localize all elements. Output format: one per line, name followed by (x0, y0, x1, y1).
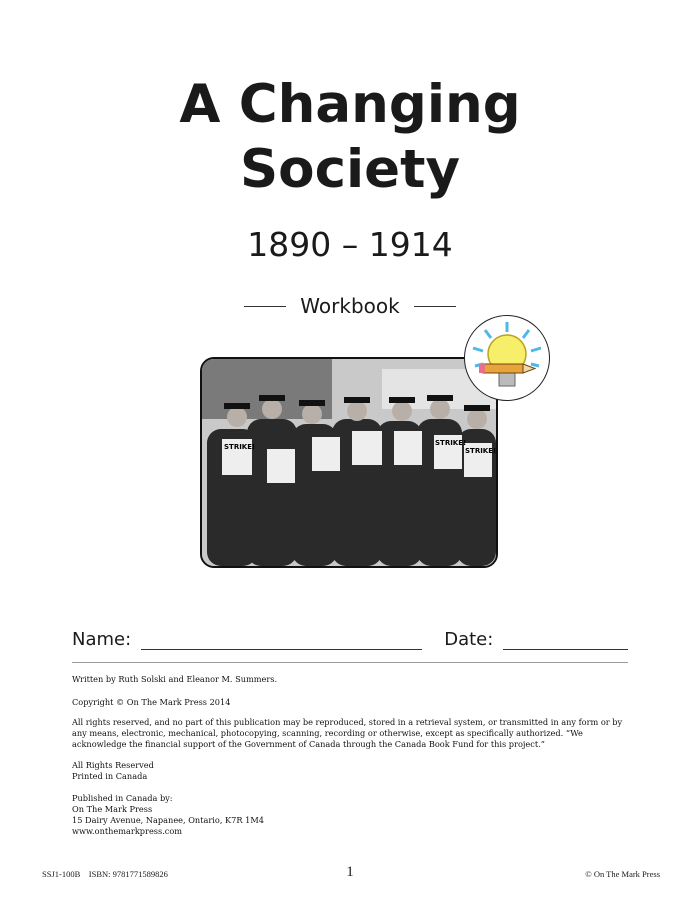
date-field[interactable] (503, 631, 628, 650)
all-rights: All Rights Reserved (72, 760, 154, 770)
subtitle-row (0, 294, 700, 318)
printed-in: Printed in Canada (72, 771, 148, 781)
publisher: On The Mark Press (72, 804, 153, 814)
lightbulb-pencil-icon (464, 315, 550, 401)
years: 1890 – 1914 (247, 225, 453, 264)
sign-text: STRIKE! (435, 439, 467, 447)
date-label: Date: (444, 629, 494, 650)
divider (414, 306, 456, 307)
divider (72, 662, 628, 663)
written-by: Written by Ruth Solski and Eleanor M. Summers. (72, 674, 278, 684)
strike-photo (200, 357, 498, 568)
address: 15 Dairy Avenue, Napanee, Ontario, K7R 1M4 (72, 815, 264, 825)
name-field[interactable] (141, 631, 422, 650)
sign-text: STRIKE! (224, 443, 256, 451)
rights-notice: All rights reserved, and no part of this publication may be reproduced, stored in a retrieval system, or transmitted in any form or by any means, electronic, mechanical, photocopying, scanning, recording or otherwise, except as specifically authorized. “We acknowledge the financial support of the Government of Canada through the Canada Book Fund for this project.” (72, 717, 623, 749)
footer-copyright: © On The Mark Press (585, 869, 660, 879)
page-number: 1 (346, 864, 354, 880)
product-code: SSJ1-100B (42, 869, 81, 879)
title-line-1: A Changing (179, 74, 521, 135)
subtitle: Workbook (300, 294, 400, 318)
name-date-row (72, 629, 628, 650)
title-line-2: Society (240, 139, 460, 200)
name-label: Name: (72, 629, 132, 650)
sign-text: STRIKE! (465, 447, 496, 455)
copyright: Copyright © On The Mark Press 2014 (72, 697, 231, 707)
website: www.onthemarkpress.com (72, 826, 183, 836)
published-by: Published in Canada by: (72, 793, 173, 803)
isbn: ISBN: 9781771589826 (88, 869, 168, 879)
divider (244, 306, 286, 307)
